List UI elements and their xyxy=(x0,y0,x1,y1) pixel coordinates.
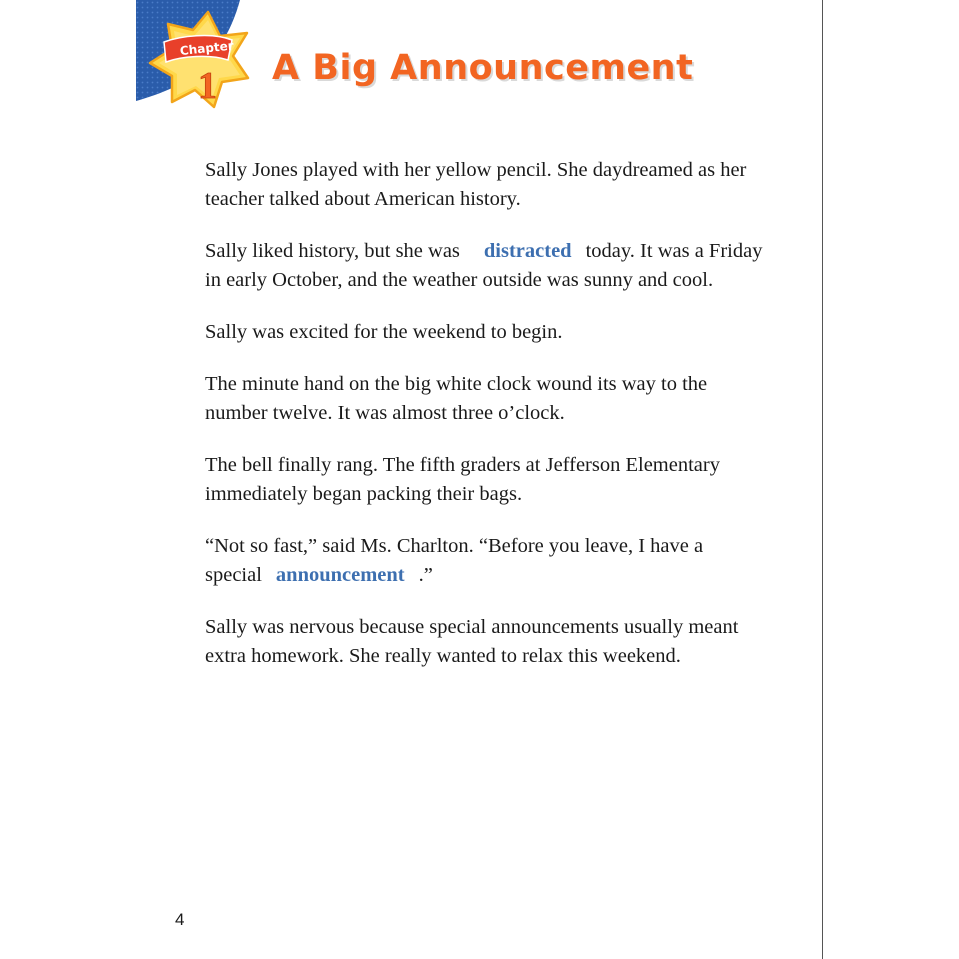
paragraph-text: today. It was a Friday in early October, and the weather outside was sunny and cool. xyxy=(205,240,763,291)
chapter-header-art xyxy=(0,0,300,140)
chapter-label: Chapter xyxy=(179,38,235,59)
chapter-number: 1 xyxy=(198,65,217,107)
page-number: 4 xyxy=(175,910,185,929)
paragraph: The bell finally rang. The fifth graders at Jefferson Elementary immediately began packing their bags. xyxy=(205,454,720,505)
paragraph xyxy=(205,532,765,590)
paragraph-text: “Not so fast,” said Ms. Charlton. “Before you leave, I have a special xyxy=(205,535,704,586)
paragraph: Sally was excited for the weekend to begin. xyxy=(205,321,563,343)
page-edge-divider xyxy=(822,0,823,959)
chapter-title: A Big Announcement xyxy=(272,48,694,88)
paragraph-text: .” xyxy=(418,564,433,586)
vocab-word: distracted xyxy=(483,240,572,262)
paragraph: Sally Jones played with her yellow pencil. She daydreamed as her teacher talked about American history. xyxy=(205,159,747,210)
paragraph-text: Sally liked history, but she was xyxy=(205,240,460,262)
paragraph: Sally was nervous because special announcements usually meant extra homework. She really wanted to relax this weekend. xyxy=(205,616,739,667)
paragraph xyxy=(205,237,765,295)
vocab-word: announcement xyxy=(275,564,405,586)
story-text xyxy=(205,156,765,694)
paragraph: The minute hand on the big white clock wound its way to the number twelve. It was almost three o’clock. xyxy=(205,373,708,424)
